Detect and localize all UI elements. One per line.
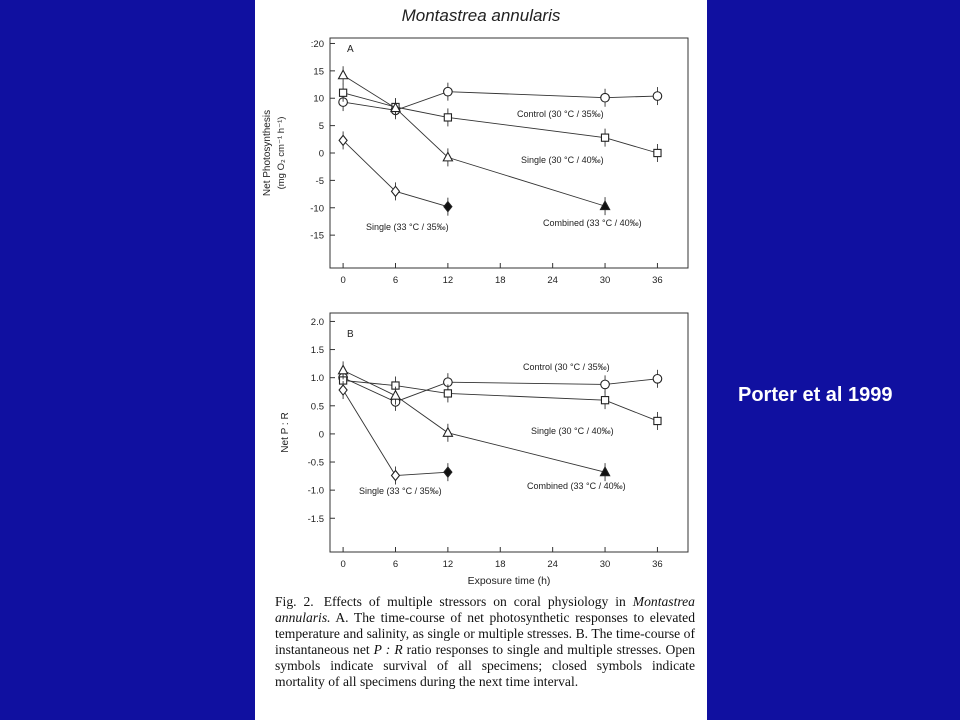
panel-b-ytick-label: -1.0 — [307, 485, 324, 497]
panel-a-point-square — [654, 149, 661, 156]
panel-a-xtick-label: 30 — [599, 275, 611, 286]
panel-b-point-triangle — [391, 391, 400, 400]
panel-b-xtick-label: 36 — [652, 559, 663, 570]
panel-a-frame — [330, 38, 688, 268]
panel-b-ytick-label: 0 — [318, 429, 324, 441]
panel-a-point-triangle — [443, 152, 452, 161]
panel-b-point-triangle — [443, 428, 452, 437]
panel-b-ytick-label: 1.5 — [310, 345, 324, 357]
panel-a-ytick-label: :20 — [310, 38, 324, 50]
panel-b-series-label: Single (30 °C / 40‰) — [531, 426, 614, 436]
panel-a-ytick-label: -15 — [310, 230, 324, 242]
panel-a-point-circle — [653, 92, 662, 101]
panel-a-series-line-square — [343, 93, 657, 153]
panel-a-point-circle — [601, 93, 610, 102]
caption-species: Montastrea annularis. — [275, 594, 695, 625]
panel-b-label: B — [347, 329, 354, 340]
panel-a-ylabel-units: (mg O₂ cm⁻¹ h⁻¹) — [276, 116, 287, 190]
panel-a-xtick-label: 36 — [652, 275, 663, 286]
panel-a-series-label: Single (33 °C / 35‰) — [366, 222, 449, 232]
panel-a-series-line-circle — [343, 92, 657, 111]
panel-a-point-square — [444, 114, 451, 121]
panel-b-point-diamond — [339, 385, 347, 395]
panel-a-series-label: Single (30 °C / 40‰) — [521, 155, 604, 165]
panel-a-point-diamond — [339, 135, 347, 145]
figure-caption — [275, 594, 695, 690]
panel-b-ylabel: Net P : R — [280, 412, 291, 453]
panel-a-series-label: Combined (33 °C / 40‰) — [543, 218, 642, 228]
panel-a-ytick-label: 15 — [313, 66, 324, 78]
panel-b-point-diamond — [444, 467, 452, 477]
panel-b-point-square — [601, 397, 608, 404]
panel-a-xtick-label: 0 — [340, 275, 346, 286]
panel-a-point-square — [339, 89, 346, 96]
panel-b-series-label: Combined (33 °C / 40‰) — [527, 481, 626, 491]
figure-title: Montastrea annularis — [401, 6, 561, 25]
citation-label: Porter et al 1999 — [738, 384, 893, 406]
panel-a-series-label: Control (30 °C / 35‰) — [517, 109, 604, 119]
panel-b-xtick-label: 24 — [547, 559, 558, 570]
panel-a-point-circle — [444, 87, 453, 96]
panel-a-ytick-label: 0 — [318, 148, 324, 160]
panel-b-point-square — [654, 417, 661, 424]
panel-a-ytick-label: 5 — [318, 121, 324, 133]
panel-a-xtick-label: 12 — [442, 275, 454, 286]
panel-b-ytick-label: -0.5 — [307, 457, 324, 469]
panel-b-point-square — [444, 390, 451, 397]
panel-b-xtick-label: 30 — [599, 559, 611, 570]
panel-b-ytick-label: -1.5 — [307, 513, 324, 525]
panel-b-series-label: Single (33 °C / 35‰) — [359, 486, 442, 496]
panel-a-point-square — [601, 134, 608, 141]
panel-a-point-diamond — [444, 202, 452, 212]
panel-b-series-label: Control (30 °C / 35‰) — [523, 362, 610, 372]
panel-b-series-line-circle — [343, 378, 657, 402]
panel-a-xtick-label: 18 — [494, 275, 506, 286]
figure-charts — [255, 0, 707, 590]
panel-b-ytick-label: 2.0 — [310, 316, 324, 328]
panel-a-xtick-label: 24 — [547, 275, 558, 286]
panel-b-xtick-label: 18 — [494, 559, 506, 570]
panel-a-xtick-label: 6 — [392, 275, 399, 286]
panel-b-xtick-label: 12 — [442, 559, 454, 570]
panel-b-xlabel: Exposure time (h) — [467, 575, 551, 587]
panel-b-xtick-label: 6 — [392, 559, 399, 570]
panel-b-ytick-label: 1.0 — [310, 373, 324, 385]
panel-b-ytick-label: 0.5 — [310, 401, 324, 413]
panel-b-point-circle — [653, 374, 662, 383]
panel-b-series-line-square — [343, 380, 657, 420]
panel-a-series-line-triangle — [343, 75, 605, 206]
caption-label: Fig. 2. — [275, 594, 314, 609]
panel-a-ytick-label: 10 — [313, 93, 324, 105]
panel-b-xtick-label: 0 — [340, 559, 346, 570]
caption-text-1: Effects of multiple stressors on coral physiology in — [323, 594, 633, 609]
caption-text-3: ratio responses to single and multiple stresses. Open symbols indicate survival of all specimens; closed symbols indicate mortality of all specimens during the next time interval. — [275, 642, 695, 689]
panel-b-point-triangle — [338, 365, 347, 374]
panel-a-label: A — [347, 44, 354, 55]
panel-b-frame — [330, 313, 688, 552]
panel-b-series-line-triangle — [343, 370, 605, 472]
panel-a-ytick-label: -10 — [310, 203, 324, 215]
panel-a-ylabel: Net Photosynthesis — [262, 109, 273, 197]
panel-a-point-diamond — [391, 186, 399, 196]
panel-a-point-triangle — [338, 70, 347, 79]
paper-page — [255, 0, 707, 720]
panel-a-ytick-label: -5 — [315, 175, 324, 187]
panel-b-point-circle — [601, 380, 610, 389]
caption-text-2: A. The time-course of net photosynthetic responses to elevated temperature and salinity, as single or multiple stresses. B. The time-course of instantaneous net — [275, 610, 695, 657]
caption-pr: P : R — [373, 642, 403, 657]
panel-b-point-diamond — [391, 471, 399, 481]
